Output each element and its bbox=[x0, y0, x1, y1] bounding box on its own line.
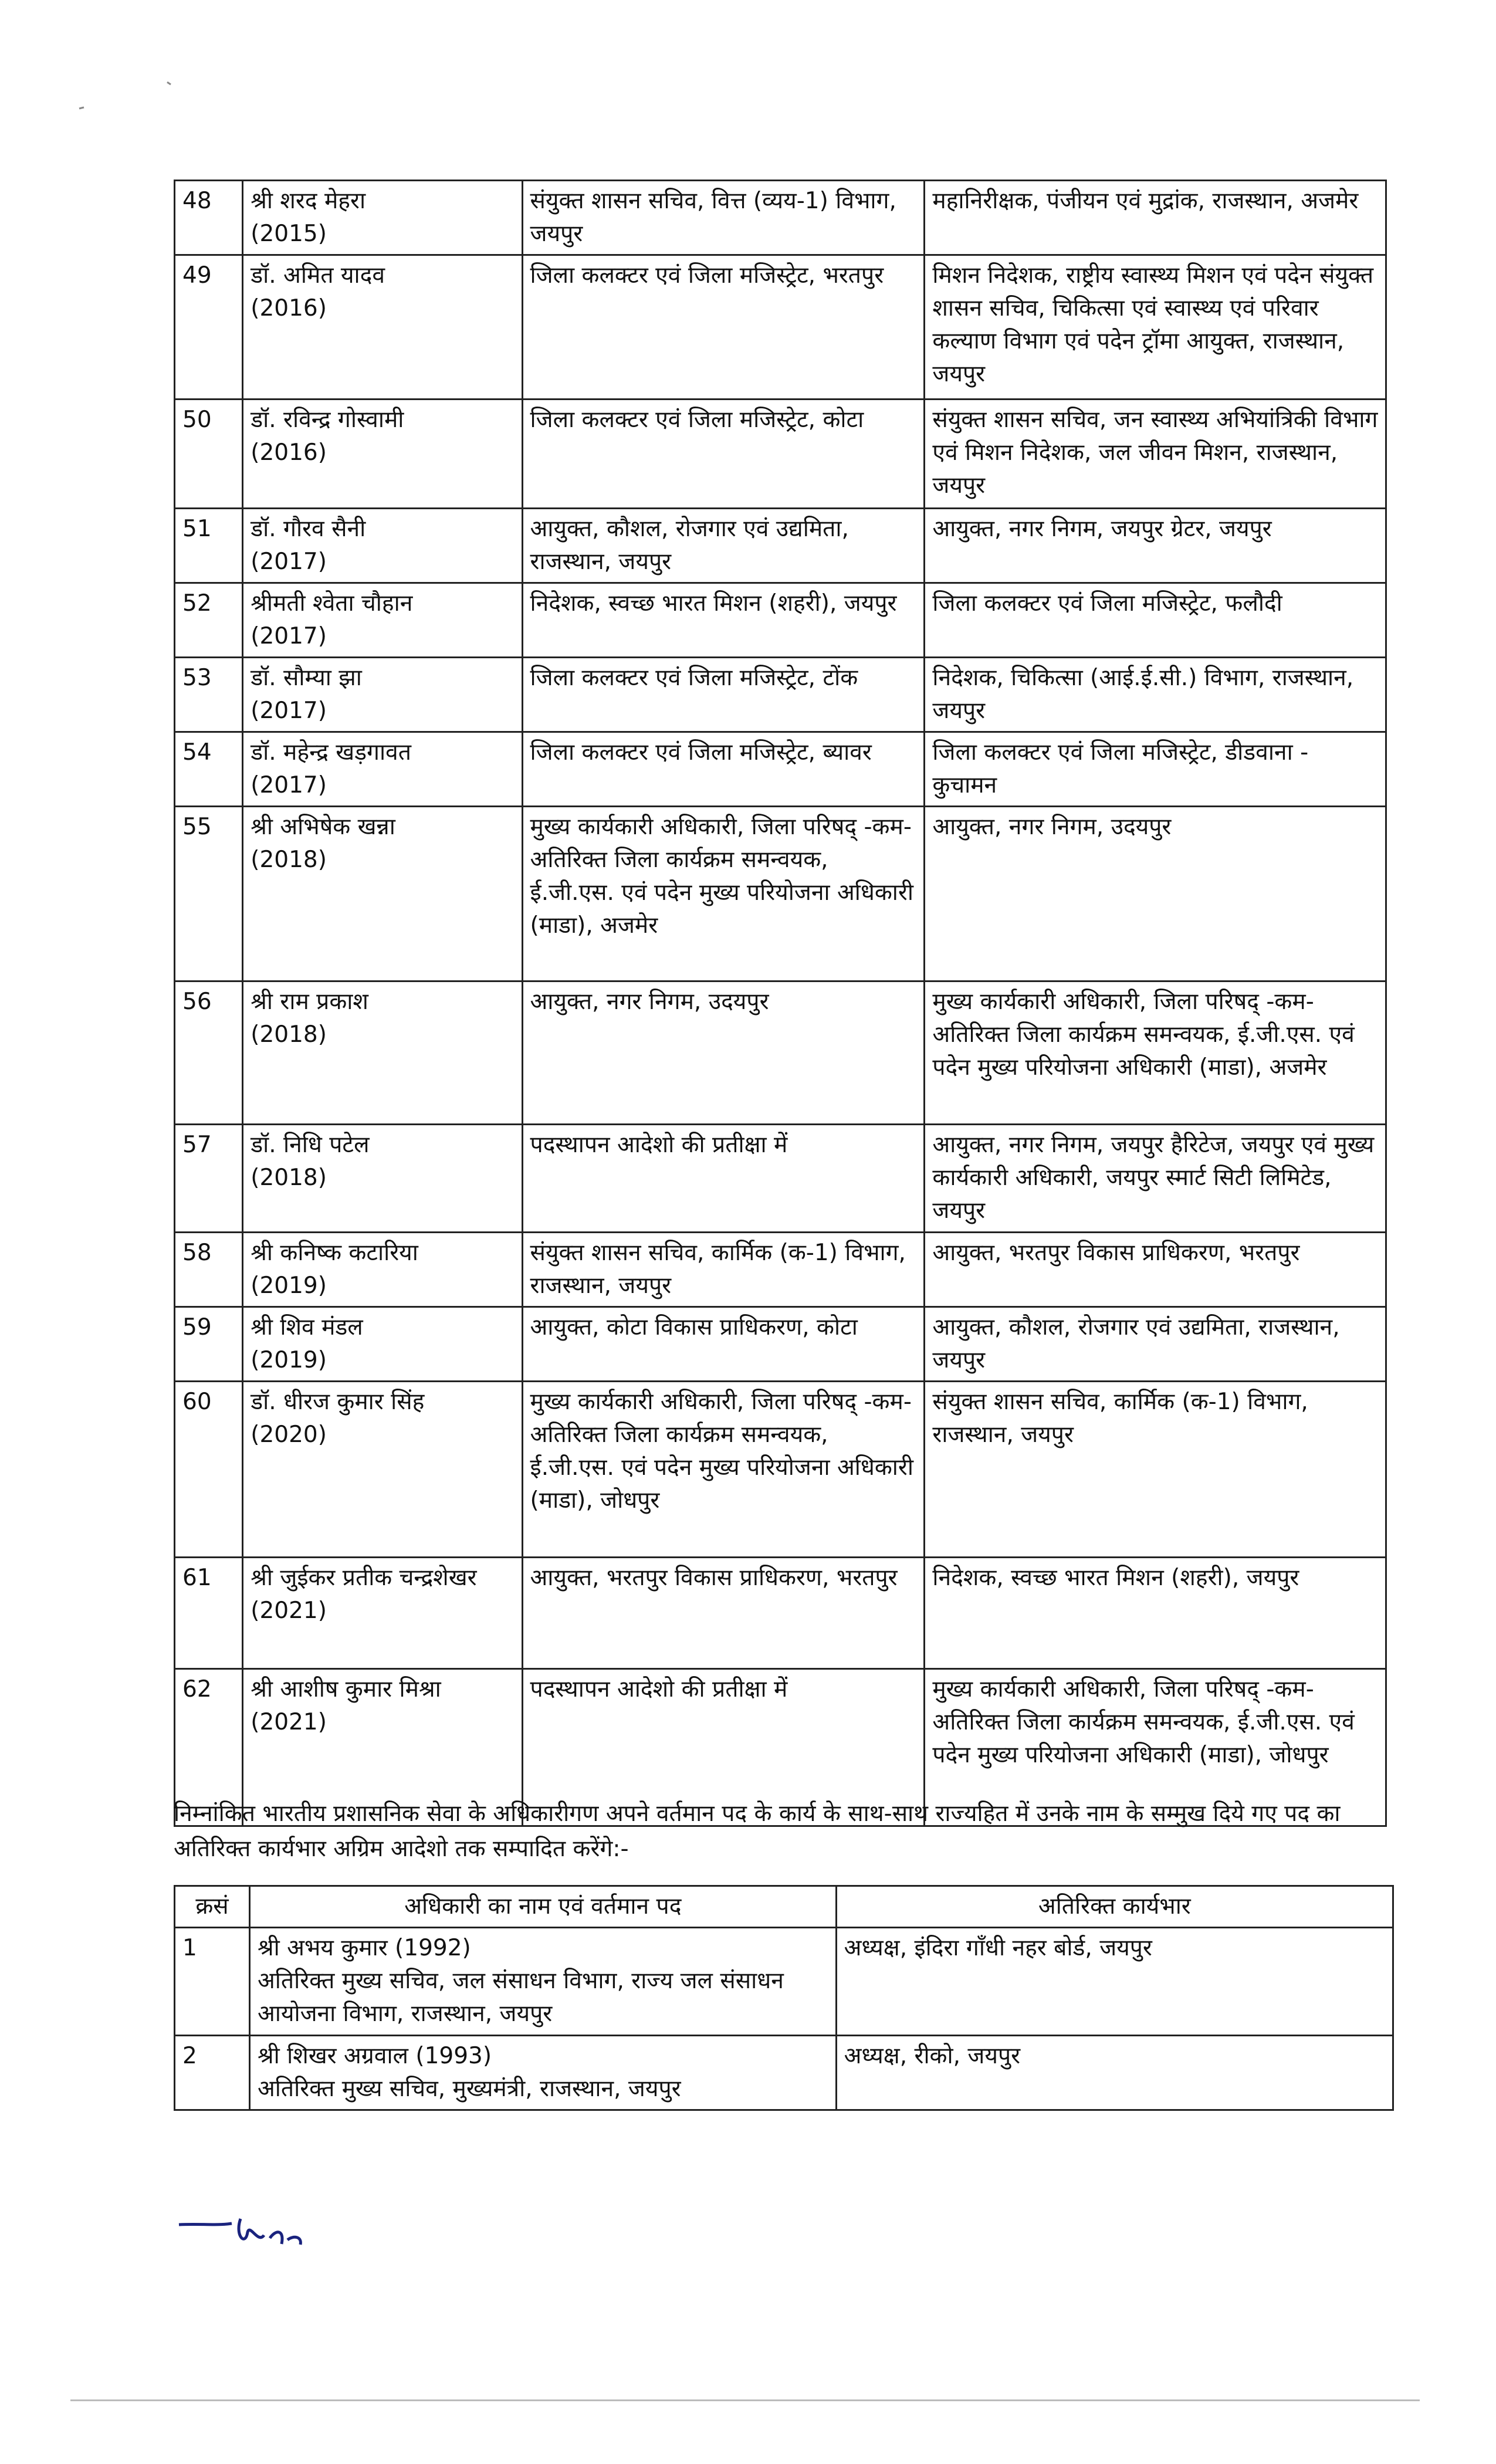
row-number: 52 bbox=[175, 583, 243, 658]
table-row bbox=[175, 1233, 1386, 1307]
current-post: आयुक्त, कौशल, रोजगार एवं उद्यमिता, राजस्थान, जयपुर bbox=[522, 509, 925, 583]
row-number: 53 bbox=[175, 658, 243, 732]
batch-year: (2020) bbox=[251, 1421, 327, 1448]
current-post: आयुक्त, नगर निगम, उदयपुर bbox=[522, 981, 925, 1125]
officer-name-cell bbox=[243, 658, 522, 732]
officer-name: श्रीमती श्वेता चौहान bbox=[251, 590, 413, 617]
row-number: 59 bbox=[175, 1307, 243, 1382]
table-row bbox=[175, 255, 1386, 400]
officer-cell bbox=[249, 2036, 836, 2110]
transfer-table bbox=[174, 180, 1387, 1827]
table-row bbox=[175, 583, 1386, 658]
table-row bbox=[175, 509, 1386, 583]
officer-name: श्री शिखर अग्रवाल (1993) bbox=[257, 2043, 492, 2069]
officer-name: डॉ. धीरज कुमार सिंह bbox=[251, 1389, 425, 1415]
row-number: 61 bbox=[175, 1558, 243, 1669]
officer-name-cell bbox=[243, 1233, 522, 1307]
table-row bbox=[175, 1125, 1386, 1233]
header-sno: क्रसं bbox=[175, 1886, 250, 1928]
current-post: अतिरिक्त मुख्य सचिव, जल संसाधन विभाग, राज्य जल संसाधन आयोजना विभाग, राजस्थान, जयपुर bbox=[257, 1968, 784, 2027]
batch-year: (2016) bbox=[251, 295, 327, 321]
header-row bbox=[175, 1886, 1393, 1928]
officer-name: डॉ. महेन्द्र खड़गावत bbox=[251, 739, 411, 766]
officer-name: श्री राम प्रकाश bbox=[251, 989, 368, 1015]
new-post: निदेशक, चिकित्सा (आई.ई.सी.) विभाग, राजस्थान, जयपुर bbox=[925, 658, 1386, 732]
batch-year: (2021) bbox=[251, 1597, 327, 1624]
officer-name-cell bbox=[243, 583, 522, 658]
officer-name-cell bbox=[243, 807, 522, 981]
batch-year: (2019) bbox=[251, 1272, 327, 1299]
officer-name: श्री जुईकर प्रतीक चन्द्रशेखर bbox=[251, 1565, 477, 1591]
current-post: मुख्य कार्यकारी अधिकारी, जिला परिषद् -कम-अतिरिक्त जिला कार्यक्रम समन्वयक, ई.जी.एस. एवं पदेन मुख्य परियोजना अधिकारी (माडा), अजमेर bbox=[522, 807, 925, 981]
row-number: 57 bbox=[175, 1125, 243, 1233]
row-number: 49 bbox=[175, 255, 243, 400]
officer-name: श्री शिव मंडल bbox=[251, 1314, 363, 1341]
new-post: आयुक्त, नगर निगम, जयपुर हैरिटेज, जयपुर एवं मुख्य कार्यकारी अधिकारी, जयपुर स्मार्ट सिटी लिमिटेड, जयपुर bbox=[925, 1125, 1386, 1233]
header-name-post: अधिकारी का नाम एवं वर्तमान पद bbox=[249, 1886, 836, 1928]
batch-year: (2017) bbox=[251, 623, 327, 649]
table-row bbox=[175, 400, 1386, 509]
additional-charge: अध्यक्ष, रीको, जयपुर bbox=[836, 2036, 1393, 2110]
row-number: 62 bbox=[175, 1669, 243, 1826]
new-post: आयुक्त, कौशल, रोजगार एवं उद्यमिता, राजस्थान, जयपुर bbox=[925, 1307, 1386, 1382]
officer-name-cell bbox=[243, 1558, 522, 1669]
current-post: पदस्थापन आदेशो की प्रतीक्षा में bbox=[522, 1125, 925, 1233]
additional-charge-paragraph: निम्नांकित भारतीय प्रशासनिक सेवा के अधिकारीगण अपने वर्तमान पद के कार्य के साथ-साथ राज्यहित में उनके नाम के सम्मुख दिये गए पद का अतिरिक्त कार्यभार अग्रिम आदेशो तक सम्पादित करेंगे:- bbox=[174, 1800, 1341, 1862]
bottom-rule bbox=[70, 2399, 1420, 2401]
batch-year: (2017) bbox=[251, 772, 327, 798]
officer-name-cell bbox=[243, 255, 522, 400]
officer-name-cell bbox=[243, 981, 522, 1125]
row-number: 2 bbox=[175, 2036, 250, 2110]
row-number: 60 bbox=[175, 1382, 243, 1558]
table-row bbox=[175, 732, 1386, 807]
officer-name-cell bbox=[243, 1307, 522, 1382]
new-post: आयुक्त, नगर निगम, उदयपुर bbox=[925, 807, 1386, 981]
new-post: आयुक्त, नगर निगम, जयपुर ग्रेटर, जयपुर bbox=[925, 509, 1386, 583]
current-post: अतिरिक्त मुख्य सचिव, मुख्यमंत्री, राजस्थान, जयपुर bbox=[257, 2076, 681, 2102]
table-row bbox=[175, 1928, 1393, 2036]
batch-year: (2017) bbox=[251, 698, 327, 724]
batch-year: (2015) bbox=[251, 221, 327, 247]
table-row bbox=[175, 1307, 1386, 1382]
scan-specks bbox=[0, 0, 235, 117]
table-row bbox=[175, 658, 1386, 732]
current-post: जिला कलक्टर एवं जिला मजिस्ट्रेट, कोटा bbox=[522, 400, 925, 509]
row-number: 48 bbox=[175, 181, 243, 255]
new-post: संयुक्त शासन सचिव, कार्मिक (क-1) विभाग, राजस्थान, जयपुर bbox=[925, 1382, 1386, 1558]
batch-year: (2019) bbox=[251, 1347, 327, 1373]
officer-cell bbox=[249, 1928, 836, 2036]
officer-name-cell bbox=[243, 400, 522, 509]
officer-name: श्री आशीष कुमार मिश्रा bbox=[251, 1676, 441, 1703]
additional-charge-table bbox=[174, 1885, 1394, 2111]
officer-name: डॉ. अमित यादव bbox=[251, 262, 385, 289]
row-number: 1 bbox=[175, 1928, 250, 2036]
table-row bbox=[175, 807, 1386, 981]
current-post: निदेशक, स्वच्छ भारत मिशन (शहरी), जयपुर bbox=[522, 583, 925, 658]
table-row bbox=[175, 181, 1386, 255]
current-post: आयुक्त, भरतपुर विकास प्राधिकरण, भरतपुर bbox=[522, 1558, 925, 1669]
current-post: आयुक्त, कोटा विकास प्राधिकरण, कोटा bbox=[522, 1307, 925, 1382]
officer-name-cell bbox=[243, 509, 522, 583]
new-post: मिशन निदेशक, राष्ट्रीय स्वास्थ्य मिशन एवं पदेन संयुक्त शासन सचिव, चिकित्सा एवं स्वास्थ्य एवं परिवार कल्याण विभाग एवं पदेन ट्रॉमा आयुक्त, राजस्थान, जयपुर bbox=[925, 255, 1386, 400]
batch-year: (2018) bbox=[251, 1021, 327, 1048]
new-post: संयुक्त शासन सचिव, जन स्वास्थ्य अभियांत्रिकी विभाग एवं मिशन निदेशक, जल जीवन मिशन, राजस्थान, जयपुर bbox=[925, 400, 1386, 509]
table-row bbox=[175, 1382, 1386, 1558]
table-row bbox=[175, 1558, 1386, 1669]
row-number: 51 bbox=[175, 509, 243, 583]
batch-year: (2018) bbox=[251, 847, 327, 873]
current-post: जिला कलक्टर एवं जिला मजिस्ट्रेट, टोंक bbox=[522, 658, 925, 732]
current-post: जिला कलक्टर एवं जिला मजिस्ट्रेट, ब्यावर bbox=[522, 732, 925, 807]
officer-name: श्री शरद मेहरा bbox=[251, 188, 366, 214]
current-post: पदस्थापन आदेशो की प्रतीक्षा में bbox=[522, 1669, 925, 1826]
current-post: मुख्य कार्यकारी अधिकारी, जिला परिषद् -कम-अतिरिक्त जिला कार्यक्रम समन्वयक, ई.जी.एस. एवं पदेन मुख्य परियोजना अधिकारी (माडा), जोधपुर bbox=[522, 1382, 925, 1558]
row-number: 56 bbox=[175, 981, 243, 1125]
current-post: जिला कलक्टर एवं जिला मजिस्ट्रेट, भरतपुर bbox=[522, 255, 925, 400]
batch-year: (2016) bbox=[251, 439, 327, 466]
current-post: संयुक्त शासन सचिव, वित्त (व्यय-1) विभाग, जयपुर bbox=[522, 181, 925, 255]
batch-year: (2017) bbox=[251, 549, 327, 575]
new-post: जिला कलक्टर एवं जिला मजिस्ट्रेट, डीडवाना - कुचामन bbox=[925, 732, 1386, 807]
new-post: मुख्य कार्यकारी अधिकारी, जिला परिषद् -कम-अतिरिक्त जिला कार्यक्रम समन्वयक, ई.जी.एस. एवं पदेन मुख्य परियोजना अधिकारी (माडा), अजमेर bbox=[925, 981, 1386, 1125]
table-row bbox=[175, 2036, 1393, 2110]
new-post: जिला कलक्टर एवं जिला मजिस्ट्रेट, फलौदी bbox=[925, 583, 1386, 658]
row-number: 55 bbox=[175, 807, 243, 981]
additional-charge: अध्यक्ष, इंदिरा गाँधी नहर बोर्ड, जयपुर bbox=[836, 1928, 1393, 2036]
row-number: 50 bbox=[175, 400, 243, 509]
officer-name-cell bbox=[243, 181, 522, 255]
officer-name-cell bbox=[243, 1382, 522, 1558]
current-post: संयुक्त शासन सचिव, कार्मिक (क-1) विभाग, राजस्थान, जयपुर bbox=[522, 1233, 925, 1307]
new-post: आयुक्त, भरतपुर विकास प्राधिकरण, भरतपुर bbox=[925, 1233, 1386, 1307]
new-post: मुख्य कार्यकारी अधिकारी, जिला परिषद् -कम-अतिरिक्त जिला कार्यक्रम समन्वयक, ई.जी.एस. एवं पदेन मुख्य परियोजना अधिकारी (माडा), जोधपुर bbox=[925, 1669, 1386, 1826]
header-charge: अतिरिक्त कार्यभार bbox=[836, 1886, 1393, 1928]
row-number: 58 bbox=[175, 1233, 243, 1307]
batch-year: (2018) bbox=[251, 1165, 327, 1191]
signature bbox=[176, 2212, 329, 2276]
batch-year: (2021) bbox=[251, 1709, 327, 1735]
new-post: महानिरीक्षक, पंजीयन एवं मुद्रांक, राजस्थान, अजमेर bbox=[925, 181, 1386, 255]
officer-name-cell bbox=[243, 732, 522, 807]
new-post: निदेशक, स्वच्छ भारत मिशन (शहरी), जयपुर bbox=[925, 1558, 1386, 1669]
officer-name: श्री अभय कुमार (1992) bbox=[257, 1935, 471, 1961]
table-row bbox=[175, 981, 1386, 1125]
row-number: 54 bbox=[175, 732, 243, 807]
officer-name: डॉ. गौरव सैनी bbox=[251, 516, 366, 542]
officer-name: डॉ. सौम्या झा bbox=[251, 665, 362, 691]
officer-name: श्री कनिष्क कटारिया bbox=[251, 1240, 418, 1266]
officer-name: डॉ. निधि पटेल bbox=[251, 1132, 370, 1158]
officer-name: श्री अभिषेक खन्ना bbox=[251, 814, 395, 840]
officer-name: डॉ. रविन्द्र गोस्वामी bbox=[251, 407, 404, 433]
officer-name-cell bbox=[243, 1125, 522, 1233]
